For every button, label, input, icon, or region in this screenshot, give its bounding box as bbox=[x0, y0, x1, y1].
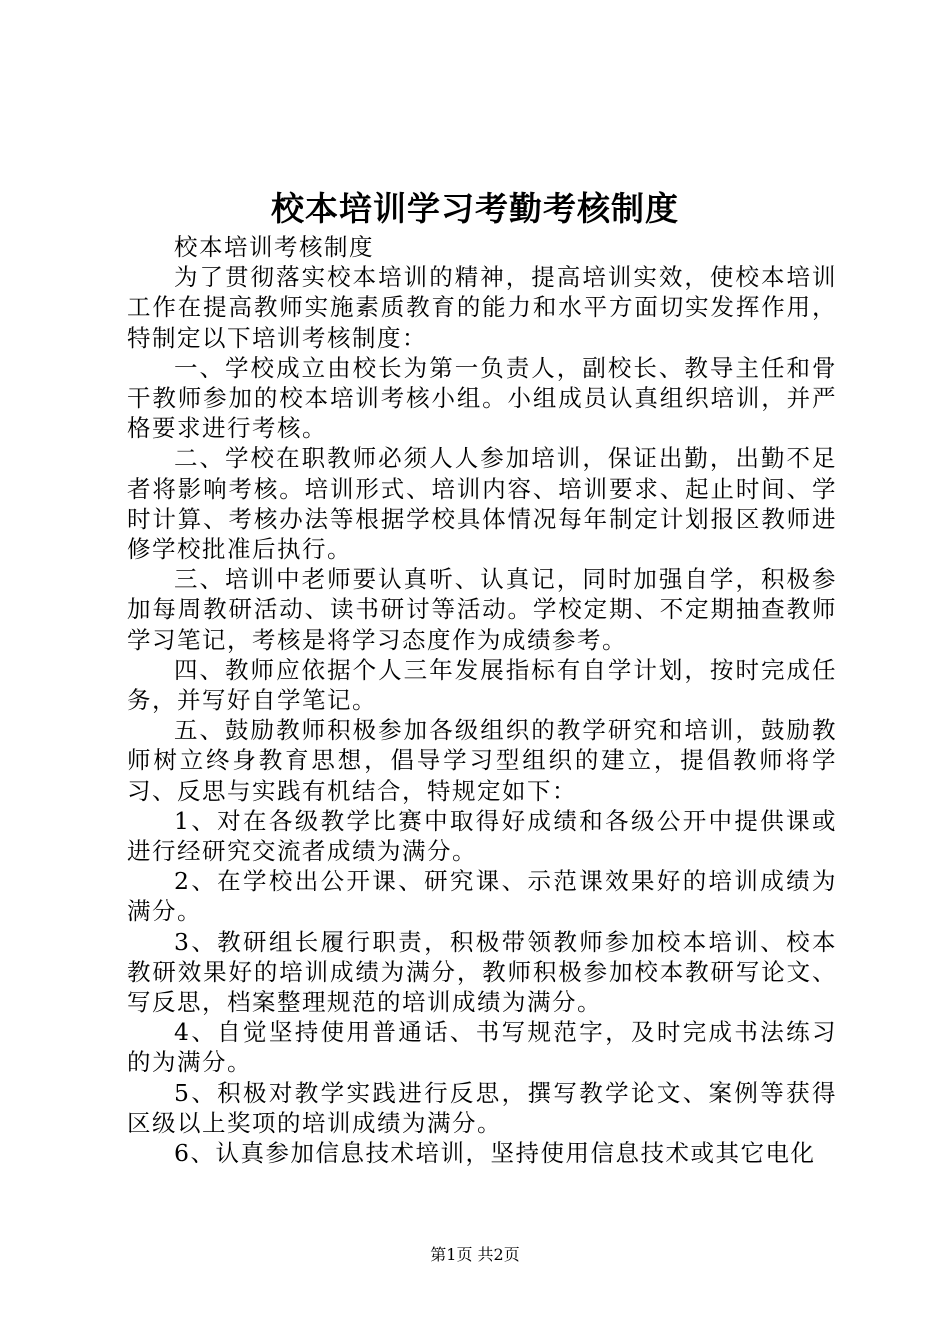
paragraph: 为了贯彻落实校本培训的精神，提高培训实效，使校本培训工作在提高教师实施素质教育的能力和水平方面切实发挥作用，特制定以下培训考核制度： bbox=[127, 263, 837, 352]
paragraph: 2、在学校出公开课、研究课、示范课效果好的培训成绩为满分。 bbox=[127, 867, 837, 926]
paragraph: 四、教师应依据个人三年发展指标有自学计划，按时完成任务，并写好自学笔记。 bbox=[127, 655, 837, 715]
paragraph: 校本培训考核制度 bbox=[174, 233, 374, 261]
page-footer: 第1页 共2页 bbox=[430, 1245, 520, 1264]
paragraph: 二、学校在职教师必须人人参加培训，保证出勤，出勤不足者将影响考核。培训形式、培训内容、培训要求、起止时间、学时计算、考核办法等根据学校具体情况每年制定计划报区教师进修学校批准后执行。 bbox=[127, 444, 837, 564]
paragraph: 五、鼓励教师积极参加各级组织的教学研究和培训，鼓励教师树立终身教育思想，倡导学习型组织的建立，提倡教师将学习、反思与实践有机结合，特规定如下： bbox=[127, 716, 837, 805]
paragraph: 一、学校成立由校长为第一负责人，副校长、教导主任和骨干教师参加的校本培训考核小组。小组成员认真组织培训，并严格要求进行考核。 bbox=[127, 353, 837, 443]
paragraph: 1、对在各级教学比赛中取得好成绩和各级公开中提供课或进行经研究交流者成绩为满分。 bbox=[127, 806, 837, 866]
document-body bbox=[127, 232, 837, 1168]
paragraph: 5、积极对教学实践进行反思，撰写教学论文、案例等获得区级以上奖项的培训成绩为满分。 bbox=[127, 1078, 837, 1137]
paragraph: 4、自觉坚持使用普通话、书写规范字，及时完成书法练习的为满分。 bbox=[127, 1018, 837, 1077]
paragraph: 6、认真参加信息技术培训，坚持使用信息技术或其它电化 bbox=[174, 1139, 816, 1168]
document-title: 校本培训学习考勤考核制度 bbox=[271, 189, 679, 228]
paragraph: 三、培训中老师要认真听、认真记，同时加强自学，积极参加每周教研活动、读书研讨等活动。学校定期、不定期抽查教师学习笔记，考核是将学习态度作为成绩参考。 bbox=[127, 565, 837, 654]
paragraph: 3、教研组长履行职责，积极带领教师参加校本培训、校本教研效果好的培训成绩为满分，教师积极参加校本教研写论文、写反思，档案整理规范的培训成绩为满分。 bbox=[127, 927, 837, 1017]
